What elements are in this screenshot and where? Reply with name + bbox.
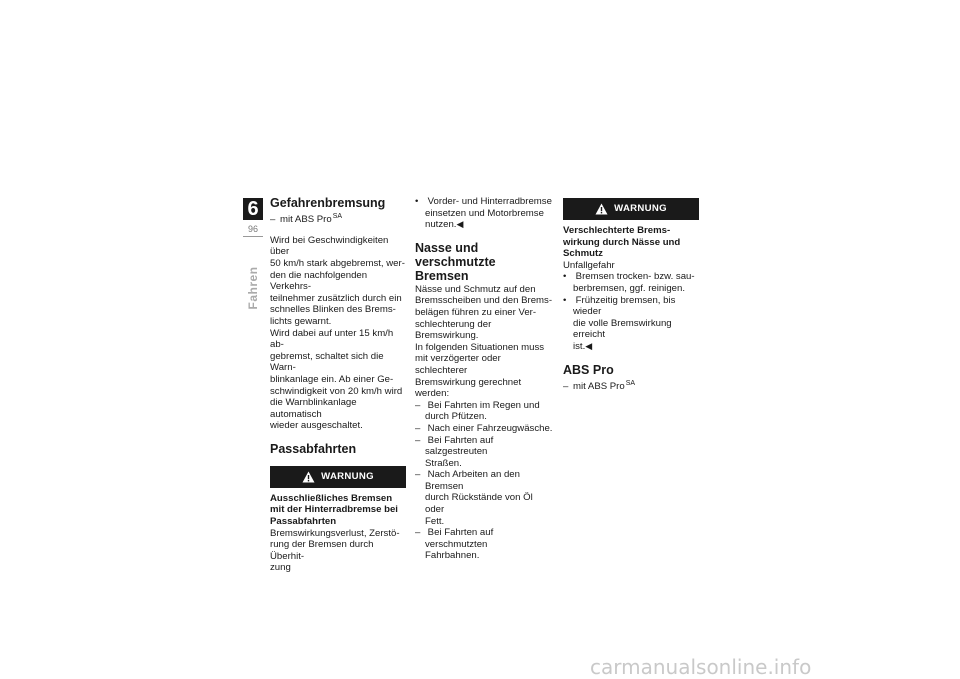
paragraph-gefahrenbremsung: [270, 235, 406, 432]
text-line: Bei Fahrten auf salzgestreuten: [425, 434, 494, 458]
list-item: [415, 435, 553, 470]
text-line: schwindigkeit von 20 km/h wird: [270, 385, 403, 397]
text-line: zung: [270, 562, 291, 574]
text-line: Fett.: [425, 515, 445, 527]
watermark: carmanualsonline.info: [590, 655, 812, 679]
list-item: [415, 196, 553, 231]
text-line: Bei Fahrten auf verschmutzten: [425, 527, 494, 550]
warning-label: WARNUNG: [614, 203, 667, 215]
text-line: Nässe und Schmutz auf den: [415, 283, 536, 295]
warning-title: [270, 493, 406, 528]
column-1: [270, 196, 406, 574]
text-line: Bremswirkung gerechnet werden:: [415, 376, 522, 400]
warning-banner: [270, 466, 406, 488]
paragraph-nasse-bremsen: [415, 284, 553, 400]
chapter-number-box: 6: [243, 198, 263, 220]
text-line: Bremsscheiben und den Brems-: [415, 295, 553, 307]
column-2: [415, 196, 553, 562]
heading-abs-pro: ABS Pro: [563, 362, 614, 377]
text-line: gebremst, schaltet sich die Warn-: [270, 350, 384, 374]
text-line: die volle Bremswirkung erreicht: [573, 317, 672, 341]
warning-label: WARNUNG: [321, 471, 374, 483]
text-line: Passabfahrten: [270, 516, 337, 528]
text-line: belägen führen zu einer Ver-: [415, 306, 537, 318]
text-line: teilnehmer zusätzlich durch ein: [270, 292, 402, 304]
text-line: Ausschließliches Bremsen: [270, 492, 393, 504]
text-line: rung der Bremsen durch Überhit-: [270, 539, 374, 562]
text-line: In folgenden Situationen muss: [415, 341, 545, 353]
list-item: [563, 295, 699, 353]
requirement-text: mit ABS Pro: [573, 380, 625, 392]
warning-title: [563, 225, 699, 260]
page-number: 96: [247, 224, 258, 234]
text-line: Nasse und verschmutzte: [415, 240, 496, 269]
text-line: den die nachfolgenden Verkehrs-: [270, 269, 368, 293]
heading-nasse-bremsen: [415, 241, 553, 283]
text-line: blinkanlage ein. Ab einer Ge-: [270, 373, 394, 385]
sa-superscript: SA: [332, 213, 343, 220]
text-line: mit verzögerter oder schlechterer: [415, 353, 501, 376]
warning-text: [270, 528, 406, 574]
text-line: Bremsen: [415, 268, 469, 283]
text-line: durch Pfützen.: [425, 411, 487, 423]
warning-banner: [563, 198, 699, 220]
chapter-side-label: Fahren: [246, 266, 260, 310]
page-number-rule: [243, 236, 263, 237]
list-item: [415, 527, 553, 562]
text-line: Frühzeitig bremsen, bis wieder: [573, 294, 676, 318]
text-line: Nach einer Fahrzeugwäsche.: [427, 422, 553, 434]
list-item: [563, 271, 699, 294]
requirement-abs-pro: [563, 378, 699, 393]
text-line: wirkung durch Nässe und: [563, 236, 681, 248]
text-line: wieder ausgeschaltet.: [270, 420, 363, 432]
requirement-abs-pro: [270, 211, 406, 226]
text-line: Nach Arbeiten an den Bremsen: [425, 469, 520, 492]
list-item: [415, 469, 553, 527]
end-marker-icon: ◀: [585, 340, 593, 351]
text-line: Schmutz: [563, 248, 603, 260]
heading-gefahrenbremsung: Gefahrenbremsung: [270, 196, 386, 210]
text-line: schnelles Blinken des Brems-: [270, 304, 396, 316]
heading-passabfahrten: Passabfahrten: [270, 441, 357, 456]
text-line: Vorder- und Hinterradbremse: [427, 196, 552, 207]
text-line: schlechterung der Bremswirkung.: [415, 318, 492, 342]
requirement-text: mit ABS Pro: [280, 214, 332, 226]
text-line: Wird bei Geschwindigkeiten über: [270, 234, 389, 258]
text-line: Verschlechterte Brems-: [563, 225, 671, 236]
text-line: mit der Hinterradbremse bei: [270, 504, 398, 516]
list-item: [415, 400, 553, 423]
text-line: Straßen.: [425, 457, 462, 469]
column-3: [563, 196, 699, 392]
text-line: Bei Fahrten im Regen und: [427, 399, 540, 411]
text-line: 50 km/h stark abgebremst, wer-: [270, 257, 405, 269]
warning-triangle-icon: [302, 471, 315, 483]
text-line: Wird dabei auf unter 15 km/h ab-: [270, 327, 394, 351]
text-line: ist.: [573, 340, 586, 352]
text-line: Bremswirkungsverlust, Zerstö-: [270, 527, 400, 539]
text-line: die Warnblinkanlage automatisch: [270, 397, 357, 420]
list-item: [415, 423, 553, 435]
text-line: berbremsen, ggf. reinigen.: [573, 282, 685, 294]
warning-triangle-icon: [595, 203, 608, 215]
end-marker-icon: ◀: [456, 219, 464, 230]
warning-text: Unfallgefahr: [563, 259, 615, 271]
text-line: einsetzen und Motorbremse: [425, 207, 544, 219]
sa-superscript: SA: [625, 379, 636, 387]
text-line: Bremsen trocken- bzw. sau-: [575, 271, 695, 283]
text-line: nutzen.: [425, 219, 457, 231]
text-line: Fahrbahnen.: [425, 550, 480, 562]
text-line: lichts gewarnt.: [270, 315, 332, 327]
text-line: durch Rückstände von Öl oder: [425, 492, 533, 516]
